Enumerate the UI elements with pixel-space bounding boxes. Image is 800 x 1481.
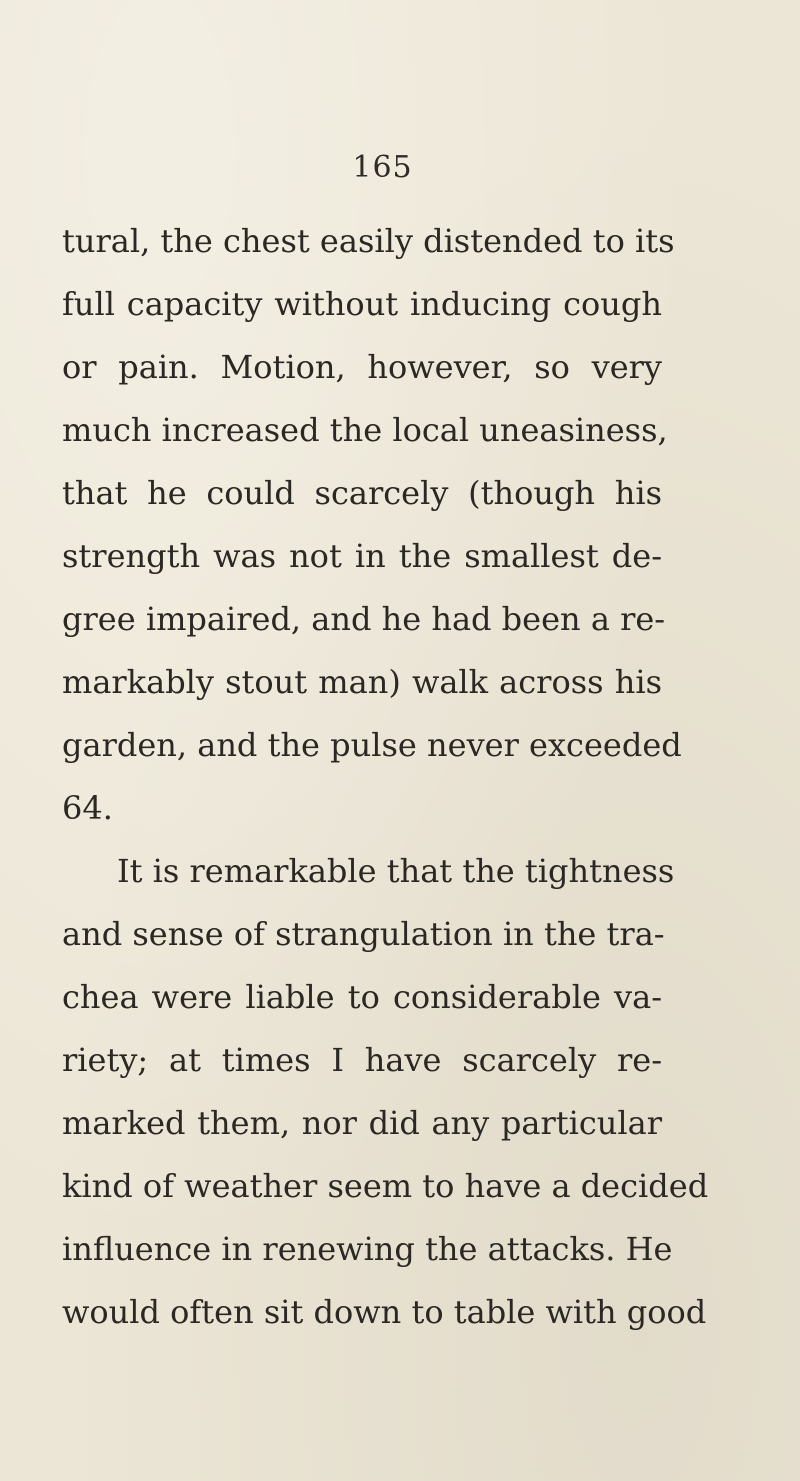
text-line: marked them, nor did any particular	[62, 1104, 662, 1142]
text-line: and sense of strangulation in the tra-	[62, 915, 665, 953]
text-line: or pain. Motion, however, so very	[62, 348, 662, 386]
body-text	[62, 210, 709, 1344]
text-line: would often sit down to table with good	[62, 1293, 707, 1331]
text-line: riety; at times I have scarcely re-	[62, 1041, 662, 1079]
text-line: full capacity without inducing cough	[62, 285, 662, 323]
paragraph-start-line: It is remarkable that the tightness	[117, 852, 675, 890]
text-line: strength was not in the smallest de-	[62, 537, 662, 575]
text-line: kind of weather seem to have a decided	[62, 1167, 709, 1205]
paragraph-end-line: 64.	[62, 789, 113, 827]
text-line: influence in renewing the attacks. He	[62, 1230, 673, 1268]
text-line: that he could scarcely (though his	[62, 474, 662, 512]
text-line: chea were liable to considerable va-	[62, 978, 662, 1016]
text-line: markably stout man) walk across his	[62, 663, 662, 701]
text-line: tural, the chest easily distended to its	[62, 222, 675, 260]
text-line: garden, and the pulse never exceeded	[62, 726, 682, 764]
text-line: gree impaired, and he had been a re-	[62, 600, 666, 638]
page-number: 165	[352, 150, 413, 185]
text-line: much increased the local uneasiness,	[62, 411, 668, 449]
